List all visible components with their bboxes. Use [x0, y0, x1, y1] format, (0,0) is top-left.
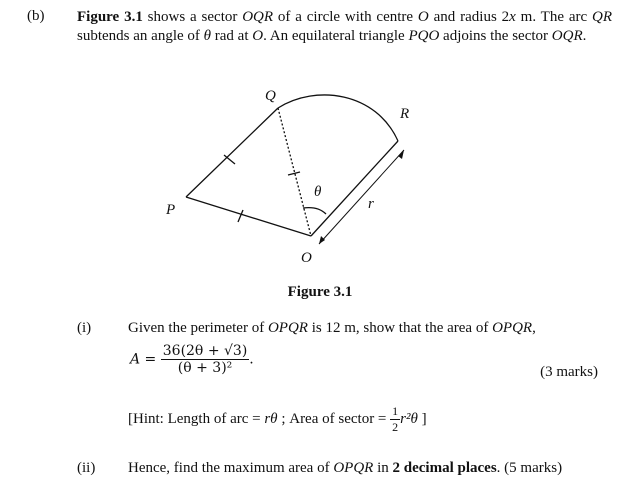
- decimal-places-emphasis: 2 decimal places: [392, 460, 497, 476]
- formula-fraction: [161, 343, 250, 376]
- hint-frac-num: 1: [392, 404, 399, 418]
- radius-variable: x: [509, 9, 516, 25]
- side-PO: [186, 197, 311, 236]
- arc-QR: [278, 95, 398, 141]
- intro-text-f: rad at: [211, 28, 253, 44]
- part-i-text-a: Given the perimeter of: [128, 320, 268, 336]
- at-point-name: O: [252, 28, 264, 44]
- arc-length-formula: rθ: [264, 410, 278, 427]
- centre-name: O: [417, 9, 429, 25]
- figure-caption: Figure 3.1: [287, 284, 353, 300]
- sector-area-formula: r²θ: [400, 410, 418, 427]
- intro-text-e: subtends an angle of: [77, 28, 204, 44]
- hint-text-b: ; Area of sector =: [277, 410, 391, 427]
- part-i-question: [128, 320, 608, 337]
- part-ii-text-a: Hence, find the maximum area of: [128, 460, 334, 476]
- sector-name: OQR: [242, 9, 274, 25]
- shape-name-2: OPQR: [492, 320, 533, 336]
- intro-text-g: . An equilateral triangle: [263, 28, 409, 44]
- intro-text-h: adjoins the sector: [439, 28, 552, 44]
- dimension-arrow-top: [398, 150, 404, 159]
- part-i-text-c: ,: [532, 320, 536, 336]
- intro-text-a: shows a sector: [142, 9, 243, 25]
- hint-text: [128, 404, 608, 435]
- intro-text-d: m. The arc: [515, 9, 592, 25]
- formula-numerator: 36(2θ + √3): [162, 343, 248, 359]
- part-ii-question: [128, 460, 608, 477]
- formula-end: .: [249, 351, 254, 368]
- arc-name: QR: [592, 9, 612, 25]
- label-theta: θ: [314, 184, 322, 200]
- shape-name: OPQR: [267, 320, 308, 336]
- part-ii-text-b: in: [373, 460, 393, 476]
- sector-name-2: OQR: [551, 28, 583, 44]
- radius-OR: [311, 141, 398, 236]
- marks-part-i: (3 marks): [540, 364, 598, 380]
- formula-lhs: A =: [130, 351, 157, 368]
- dimension-line-r: [319, 150, 404, 244]
- theta-symbol: θ: [203, 28, 212, 44]
- formula-denominator: (θ + 3)²: [177, 360, 233, 376]
- dimension-arrow-bottom: [319, 236, 325, 244]
- intro-text-b: of a circle with centre: [273, 9, 418, 25]
- part-ii-label: (ii): [77, 460, 96, 476]
- tick-OQ: [288, 172, 300, 175]
- hint-text-a: [Hint: Length of arc =: [128, 410, 265, 427]
- label-O: O: [301, 250, 312, 266]
- tick-PO: [238, 210, 243, 222]
- intro-text-c: and radius 2: [428, 9, 510, 25]
- angle-theta-arc: [303, 208, 326, 214]
- triangle-name: PQO: [408, 28, 440, 44]
- part-ii-text-c: . (5 marks): [496, 460, 563, 476]
- part-b-label: (b): [27, 8, 45, 24]
- intro-text-i: .: [582, 28, 587, 44]
- label-r: r: [368, 196, 374, 212]
- side-PQ: [186, 108, 278, 197]
- label-R: R: [400, 106, 410, 122]
- area-formula: [130, 343, 254, 376]
- part-i-label: (i): [77, 320, 92, 336]
- figure-reference: Figure 3.1: [77, 9, 143, 25]
- label-P: P: [166, 202, 176, 218]
- label-Q: Q: [265, 88, 276, 104]
- hint-fraction: [390, 404, 400, 435]
- hint-frac-den: 2: [392, 420, 399, 434]
- hint-text-c: ]: [417, 410, 427, 427]
- shape-name-3: OPQR: [333, 460, 374, 476]
- part-i-text-b: is 12 m, show that the area of: [307, 320, 493, 336]
- radius-OQ: [278, 108, 311, 236]
